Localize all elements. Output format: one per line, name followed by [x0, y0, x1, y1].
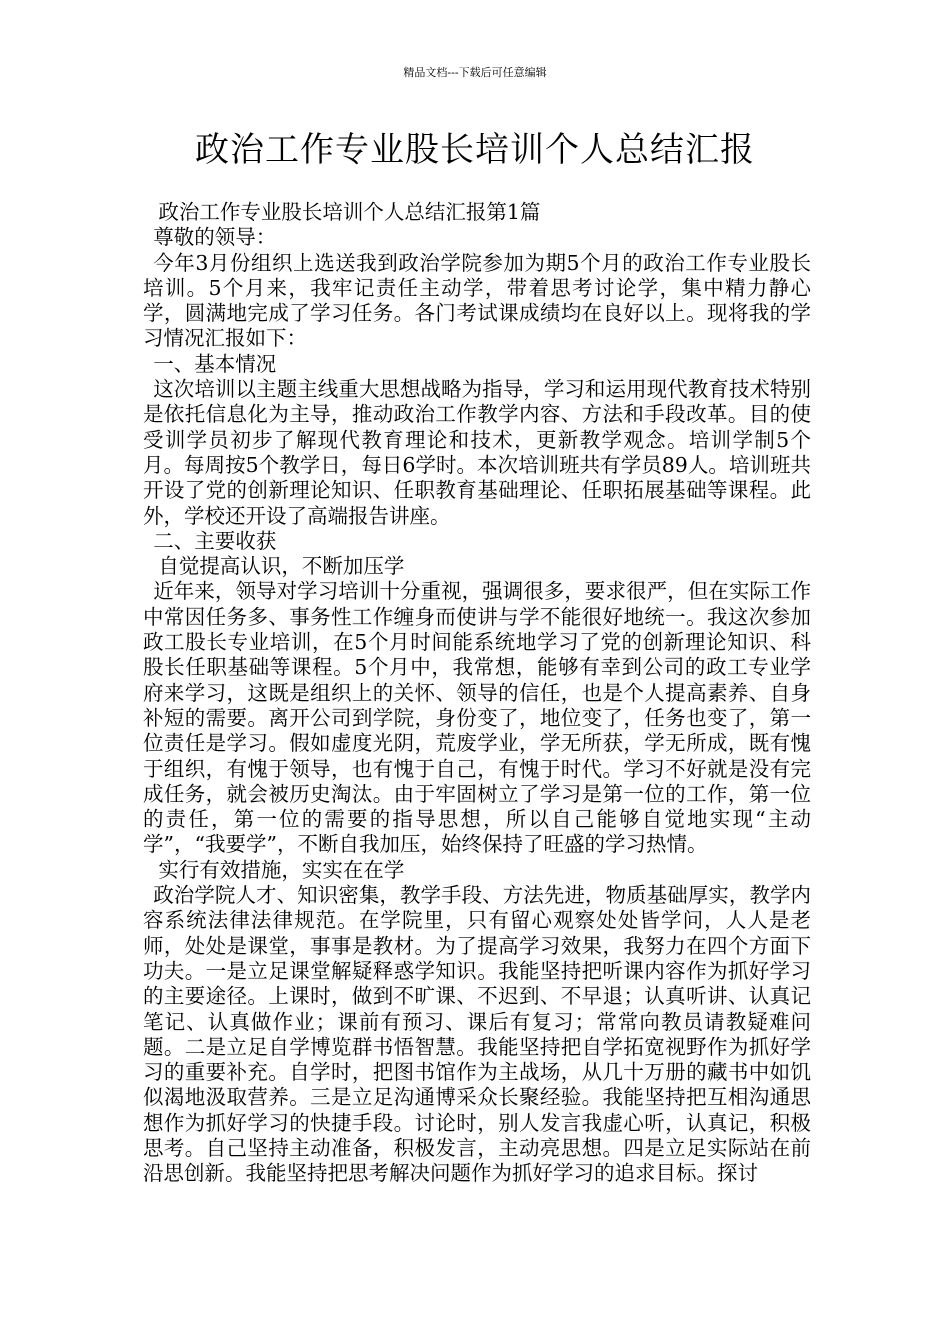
body-paragraph: 这次培训以主题主线重大思想战略为指导，学习和运用现代教育技术特别是依托信息化为主导，推动政治工作教学内容、方法和手段改革。目的使受训学员初步了解现代教育理论和技术，更新教学观念。培训学制5个月。每周按5个教学日，每日6学时。本次培训班共有学员89人。培训班共开设了党的创新理论知识、任职教育基础理论、任职拓展基础等课程。此外，学校还开设了高端报告讲座。 — [143, 377, 811, 528]
body-paragraph: 政治学院人才、知识密集，教学手段、方法先进，物质基础厚实，教学内容系统法律法律规范。在学院里，只有留心观察处处皆学问，人人是老师，处处是课堂，事事是教材。为了提高学习效果，我努力在四个方面下功夫。一是立足课堂解疑释惑学知识。我能坚持把听课内容作为抓好学习的主要途径。上课时，做到不旷课、不迟到、不早退；认真听讲、认真记笔记、认真做作业；课前有预习、课后有复习；常常向教员请教疑难问题。二是立足自学博览群书悟智慧。我能坚持把自学拓宽视野作为抓好学习的重要补充。自学时，把图书馆作为主战场，从几十万册的藏书中如饥似渴地汲取营养。三是立足沟通博采众长聚经验。我能坚持把互相沟通思想作为抓好学习的快捷手段。讨论时，别人发言我虚心听，认真记，积极思考。自己坚持主动准备，积极发言，主动亮思想。四是立足实际站在前沿思创新。我能坚持把思考解决问题作为抓好学习的追求目标。探讨 — [143, 883, 811, 1186]
section-heading: 一、基本情况 — [153, 351, 277, 376]
document-title: 政治工作专业股长培训个人总结汇报 — [195, 130, 755, 170]
section-heading: 政治工作专业股长培训个人总结汇报第1篇 — [158, 200, 541, 224]
body-paragraph: 今年3月份组织上选送我到政治学院参加为期5个月的政治工作专业股长培训。5个月来，我牢记责任主动学，带着思考讨论学，集中精力静心学，圆满地完成了学习任务。各门考试课成绩均在良好以上。现将我的学习情况汇报如下： — [143, 250, 811, 351]
document-body — [143, 200, 811, 1187]
document-header-note: 精品文档---下载后可任意编辑 — [403, 66, 547, 79]
section-heading: 二、主要收获 — [153, 528, 277, 553]
body-paragraph: 近年来，领导对学习培训十分重视，强调很多，要求很严，但在实际工作中常因任务多、事务性工作缠身而使讲与学不能很好地统一。我这次参加政工股长专业培训，在5个月时间能系统地学习了党的创新理论知识、科股长任职基础等课程。5个月中，我常想，能够有幸到公司的政工专业学府来学习，这既是组织上的关怀、领导的信任，也是个人提高素养、自身补短的需要。离开公司到学院，身份变了，地位变了，任务也变了，第一位责任是学习。假如虚度光阴，荒废学业，学无所获，学无所成，既有愧于组织，有愧于领导，也有愧于自己，有愧于时代。学习不好就是没有完成任务，就会被历史淘汰。由于牢固树立了学习是第一位的工作，第一位的责任，第一位的需要的指导思想，所以自己能够自觉地实现“主动学”，“我要学”，不断自我加压，始终保持了旺盛的学习热情。 — [143, 579, 811, 857]
subsection-heading: 实行有效措施，实实在在学 — [158, 857, 405, 882]
subsection-heading: 自觉提高认识，不断加压学 — [158, 554, 405, 579]
salutation: 尊敬的领导： — [153, 225, 277, 250]
